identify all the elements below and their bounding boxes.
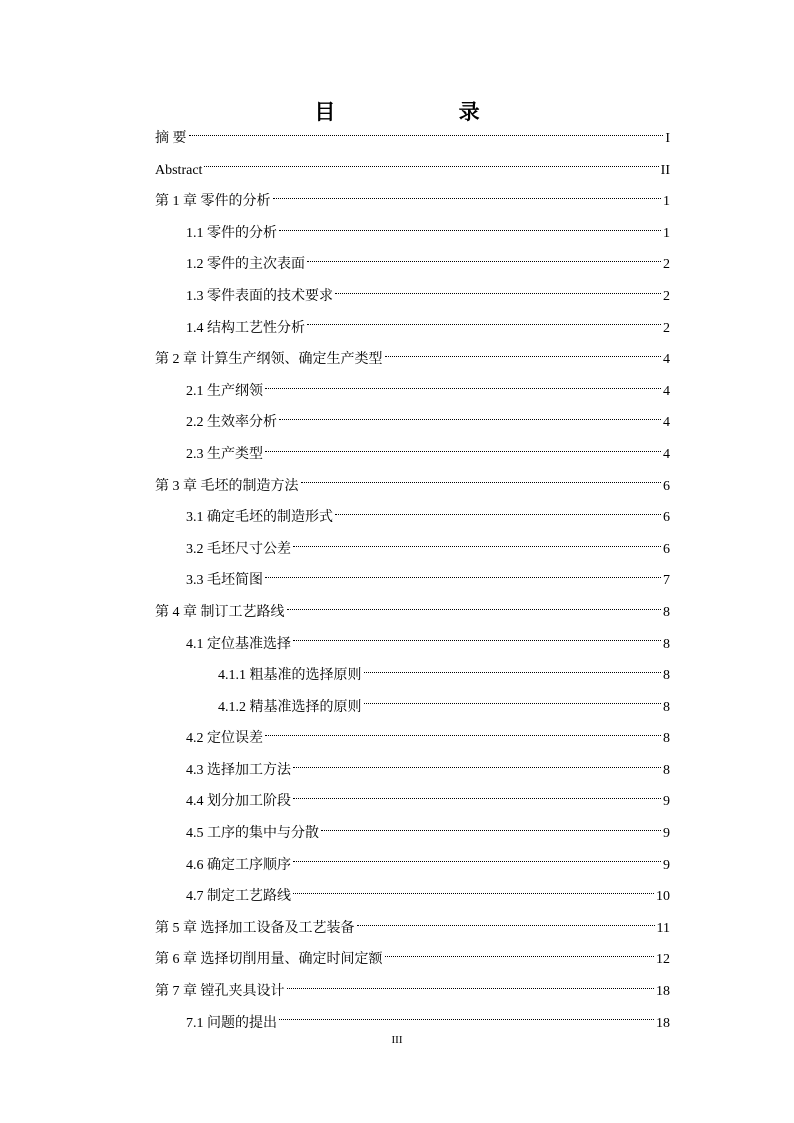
toc-entry-page: 2 <box>663 257 670 273</box>
toc-entry-label: 3.1 确定毛坯的制造形式 <box>186 510 333 526</box>
dot-leader <box>279 418 661 420</box>
dot-leader <box>293 860 661 862</box>
toc-entry-page: 18 <box>656 984 670 1000</box>
toc-entry-page: 8 <box>663 762 670 778</box>
toc-entry-page: 12 <box>656 952 670 968</box>
toc-entry[interactable] <box>155 944 670 976</box>
toc-entry-page: 8 <box>663 699 670 715</box>
dot-leader <box>287 987 655 989</box>
toc-entry[interactable] <box>155 407 670 439</box>
dot-leader <box>385 955 655 957</box>
toc-entry[interactable] <box>155 850 670 882</box>
toc-entry-page: 6 <box>663 510 670 526</box>
dot-leader <box>335 513 661 515</box>
toc-entry[interactable] <box>155 376 670 408</box>
toc-entry-label: Abstract <box>155 162 203 178</box>
toc-entry[interactable] <box>155 502 670 534</box>
dot-leader <box>307 323 661 325</box>
toc-entry[interactable] <box>155 471 670 503</box>
toc-entry-label: 4.7 制定工艺路线 <box>186 889 291 905</box>
toc-entry[interactable] <box>155 913 670 945</box>
toc-entry-page: 6 <box>663 541 670 557</box>
toc-entry[interactable] <box>155 313 670 345</box>
toc-entry[interactable] <box>155 629 670 661</box>
toc-entry-page: 4 <box>663 352 670 368</box>
toc-entry-page: 9 <box>663 857 670 873</box>
dot-leader <box>335 292 661 294</box>
toc-entry-page: 8 <box>663 636 670 652</box>
toc-entry-page: 8 <box>663 604 670 620</box>
toc-entry[interactable] <box>155 597 670 629</box>
toc-entry[interactable] <box>155 155 670 187</box>
dot-leader <box>265 734 661 736</box>
toc-entry-page: 9 <box>663 794 670 810</box>
dot-leader <box>279 229 661 231</box>
toc-entry[interactable] <box>155 218 670 250</box>
toc-entry[interactable] <box>155 281 670 313</box>
toc-entry[interactable] <box>155 881 670 913</box>
toc-entry-page: 4 <box>663 415 670 431</box>
toc-entry-label: 4.4 划分加工阶段 <box>186 794 291 810</box>
dot-leader <box>357 924 655 926</box>
page-number-footer: III <box>391 1034 403 1046</box>
toc-entry-label: 第 1 章 零件的分析 <box>155 194 271 210</box>
toc-entry-page: 7 <box>663 573 670 589</box>
toc-entry-label: 3.3 毛坯简图 <box>186 573 263 589</box>
dot-leader <box>265 450 661 452</box>
dot-leader <box>273 197 662 199</box>
dot-leader <box>287 608 662 610</box>
toc-entry-page: 10 <box>656 889 670 905</box>
dot-leader <box>385 355 662 357</box>
dot-leader <box>293 639 661 641</box>
toc-entry-page: 6 <box>663 478 670 494</box>
toc-entry-label: 1.2 零件的主次表面 <box>186 257 305 273</box>
toc-entry-label: 3.2 毛坯尺寸公差 <box>186 541 291 557</box>
toc-entry[interactable] <box>155 534 670 566</box>
toc-entry-label: 第 7 章 镗孔夹具设计 <box>155 984 285 1000</box>
toc-entry-page: 4 <box>663 446 670 462</box>
toc-entry-label: 2.3 生产类型 <box>186 446 263 462</box>
dot-leader <box>364 671 662 673</box>
toc-entry-label: 第 3 章 毛坯的制造方法 <box>155 478 299 494</box>
toc-entry-label: 2.1 生产纲领 <box>186 383 263 399</box>
toc-entry-label: 4.2 定位误差 <box>186 731 263 747</box>
toc-entry[interactable] <box>155 123 670 155</box>
dot-leader <box>293 545 661 547</box>
dot-leader <box>293 766 661 768</box>
toc-entry[interactable] <box>155 692 670 724</box>
toc-entry-page: II <box>660 162 670 178</box>
toc-entry-label: 第 4 章 制订工艺路线 <box>155 604 285 620</box>
toc-entry-page: 8 <box>663 668 670 684</box>
page-title: 目 录 <box>314 100 538 124</box>
toc-entry-page: 4 <box>663 383 670 399</box>
toc-entry[interactable] <box>155 344 670 376</box>
toc-entry[interactable] <box>155 723 670 755</box>
toc-entry-label: 4.6 确定工序顺序 <box>186 857 291 873</box>
dot-leader <box>321 829 661 831</box>
toc-entry[interactable] <box>155 786 670 818</box>
dot-leader <box>293 892 654 894</box>
toc-entry[interactable] <box>155 249 670 281</box>
toc-entry-label: 4.5 工序的集中与分散 <box>186 826 319 842</box>
toc-entry-label: 4.1.2 精基准选择的原则 <box>218 699 362 715</box>
dot-leader <box>307 260 661 262</box>
table-of-contents <box>155 123 670 1039</box>
dot-leader <box>279 1018 654 1020</box>
dot-leader <box>265 387 661 389</box>
dot-leader <box>189 134 664 136</box>
toc-entry-page: 2 <box>663 320 670 336</box>
toc-entry-page: 1 <box>663 194 670 210</box>
dot-leader <box>364 702 662 704</box>
toc-entry-label: 4.1.1 粗基准的选择原则 <box>218 668 362 684</box>
toc-entry-label: 7.1 问题的提出 <box>186 1015 277 1031</box>
toc-entry-label: 1.1 零件的分析 <box>186 225 277 241</box>
toc-entry[interactable] <box>155 439 670 471</box>
toc-entry-label: 第 6 章 选择切削用量、确定时间定额 <box>155 952 383 968</box>
dot-leader <box>301 481 662 483</box>
toc-entry-page: 18 <box>656 1015 670 1031</box>
toc-entry-label: 第 2 章 计算生产纲领、确定生产类型 <box>155 352 383 368</box>
toc-entry-label: 4.1 定位基准选择 <box>186 636 291 652</box>
toc-entry[interactable] <box>155 186 670 218</box>
toc-entry[interactable] <box>155 755 670 787</box>
toc-entry[interactable] <box>155 660 670 692</box>
toc-entry-page: I <box>665 131 670 146</box>
toc-entry-label: 1.4 结构工艺性分析 <box>186 320 305 336</box>
toc-entry-label: 4.3 选择加工方法 <box>186 762 291 778</box>
dot-leader <box>265 576 661 578</box>
toc-entry-label: 2.2 生效率分析 <box>186 415 277 431</box>
toc-entry-page: 1 <box>663 225 670 241</box>
toc-entry-page: 9 <box>663 826 670 842</box>
toc-entry-label: 第 5 章 选择加工设备及工艺装备 <box>155 920 355 936</box>
toc-entry-page: 2 <box>663 288 670 304</box>
toc-entry[interactable] <box>155 976 670 1008</box>
toc-entry[interactable] <box>155 565 670 597</box>
toc-entry-page: 8 <box>663 731 670 747</box>
dot-leader <box>293 797 661 799</box>
dot-leader <box>204 165 658 167</box>
toc-entry-page: 11 <box>656 920 670 936</box>
toc-entry[interactable] <box>155 818 670 850</box>
toc-entry-label: 1.3 零件表面的技术要求 <box>186 288 333 304</box>
toc-entry-label: 摘 要 <box>155 131 187 146</box>
